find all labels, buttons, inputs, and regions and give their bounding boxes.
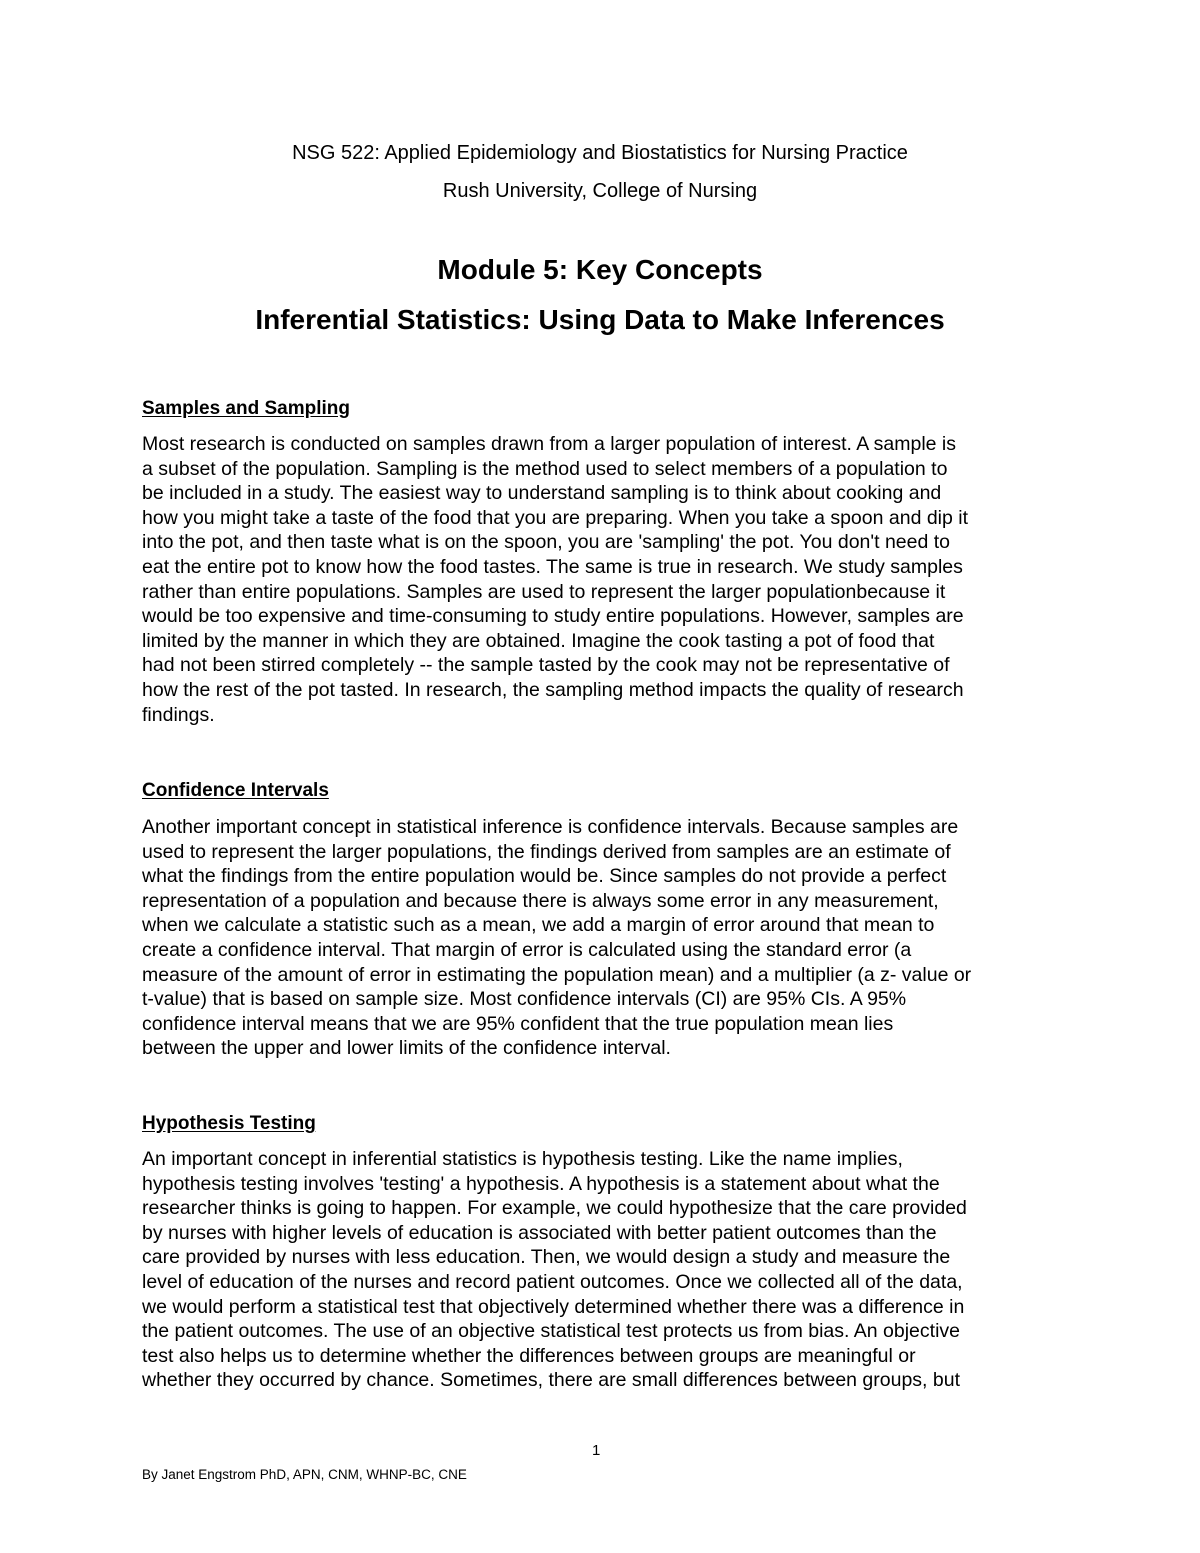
text-line: researcher thinks is going to happen. For example, we could hypothesize that the care provided: [142, 1197, 967, 1220]
section-body-hypothesis: [142, 1147, 1092, 1393]
text-line: whether they occurred by chance. Sometimes, there are small differences between groups, but: [142, 1369, 960, 1392]
text-line: how the rest of the pot tasted. In research, the sampling method impacts the quality of research: [142, 678, 964, 701]
text-line: level of education of the nurses and record patient outcomes. Once we collected all of the data,: [142, 1270, 963, 1293]
section-heading-confidence: Confidence Intervals: [142, 780, 329, 801]
author-footer: By Janet Engstrom PhD, APN, CNM, WHNP-BC, CNE: [142, 1467, 467, 1482]
section-heading-samples: Samples and Sampling: [142, 398, 350, 419]
text-line: used to represent the larger populations, the findings derived from samples are an estimate of: [142, 840, 951, 863]
text-line: would be too expensive and time-consuming to study entire populations. However, samples are: [142, 605, 964, 628]
text-line: hypothesis testing involves 'testing' a hypothesis. A hypothesis is a statement about what the: [142, 1172, 940, 1195]
text-line: what the findings from the entire population would be. Since samples do not provide a perfect: [142, 865, 947, 888]
text-line: how you might take a taste of the food that you are preparing. When you take a spoon and dip it: [142, 506, 969, 529]
text-line: An important concept in inferential statistics is hypothesis testing. Like the name implies,: [142, 1148, 903, 1170]
text-line: we would perform a statistical test that objectively determined whether there was a difference in: [142, 1295, 965, 1318]
module-title: Module 5: Key Concepts: [437, 254, 763, 285]
section-heading-hypothesis: Hypothesis Testing: [142, 1113, 316, 1134]
text-line: limited by the manner in which they are obtained. Imagine the cook tasting a pot of food that: [142, 629, 935, 652]
text-line: had not been stirred completely -- the sample tasted by the cook may not be representative of: [142, 654, 950, 677]
section-body-samples: [142, 432, 1092, 727]
text-line: create a confidence interval. That margin of error is calculated using the standard error (a: [142, 938, 912, 961]
course-title: NSG 522: Applied Epidemiology and Biostatistics for Nursing Practice: [292, 142, 908, 164]
text-line: t-value) that is based on sample size. Most confidence intervals (CI) are 95% CIs. A 95%: [142, 988, 907, 1011]
text-line: representation of a population and because there is always some error in any measurement,: [142, 889, 939, 912]
text-line: eat the entire pot to know how the food tastes. The same is true in research. We study samples: [142, 555, 963, 578]
text-line: Another important concept in statistical inference is confidence intervals. Because samples are: [142, 816, 959, 838]
text-line: into the pot, and then taste what is on the spoon, you are 'sampling' the pot. You don't need to: [142, 531, 951, 554]
page-number: 1: [592, 1442, 601, 1459]
module-subtitle: Inferential Statistics: Using Data to Make Inferences: [255, 304, 945, 335]
text-line: a subset of the population. Sampling is the method used to select members of a population to: [142, 457, 948, 480]
institution-name: Rush University, College of Nursing: [442, 180, 758, 202]
text-line: measure of the amount of error in estimating the population mean) and a multiplier (a z- value or: [142, 963, 972, 986]
text-line: between the upper and lower limits of the confidence interval.: [142, 1037, 671, 1060]
text-line: test also helps us to determine whether the differences between groups are meaningful or: [142, 1344, 916, 1367]
text-line: rather than entire populations. Samples are used to represent the larger populationbecause it: [142, 580, 946, 603]
text-line: when we calculate a statistic such as a mean, we add a margin of error around that mean to: [142, 914, 935, 937]
text-line: findings.: [142, 703, 215, 726]
text-line: Most research is conducted on samples drawn from a larger population of interest. A sample is: [142, 433, 956, 455]
section-body-confidence: [142, 815, 1092, 1061]
text-line: confidence interval means that we are 95% confident that the true population mean lies: [142, 1012, 894, 1035]
text-line: the patient outcomes. The use of an objective statistical test protects us from bias. An objective: [142, 1320, 960, 1343]
text-line: by nurses with higher levels of education is associated with better patient outcomes than the: [142, 1221, 937, 1244]
text-line: be included in a study. The easiest way to understand sampling is to think about cooking and: [142, 482, 942, 505]
text-line: care provided by nurses with less education. Then, we would design a study and measure the: [142, 1246, 951, 1269]
